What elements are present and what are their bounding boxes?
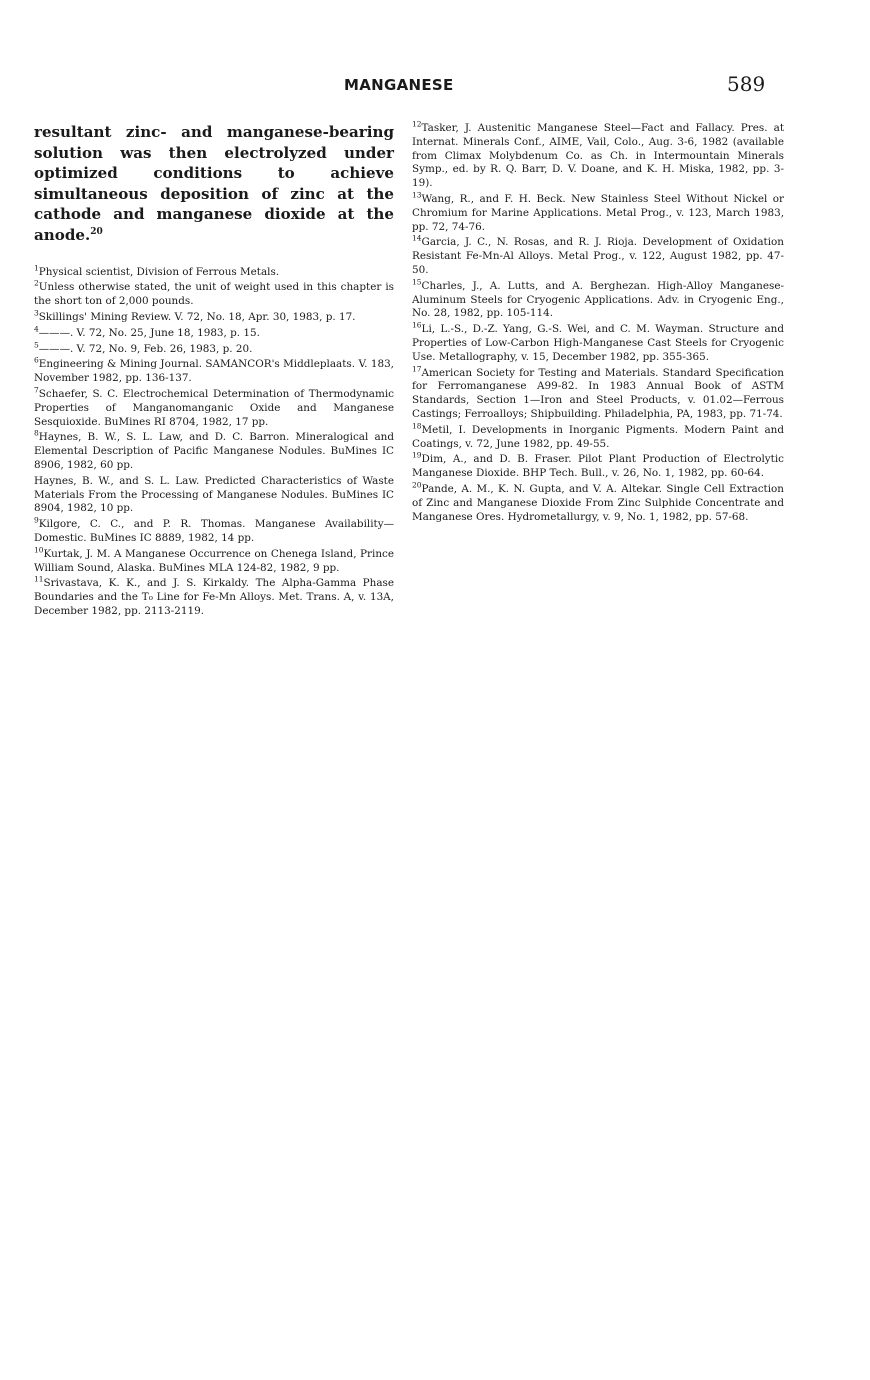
footnote-text: Metil, I. Developments in Inorganic Pigments. Modern Paint and Coatings, v. 72, June 1982, pp. 49-55. — [412, 423, 784, 450]
footnote — [34, 385, 394, 429]
footnote — [34, 475, 394, 516]
footnote — [34, 545, 394, 576]
footnote — [412, 364, 784, 422]
intro-text: resultant zinc- and manganese-bearing solution was then electrolyzed under optimized conditions to achieve simultaneous deposition of zinc at the cathode and manganese dioxide at the anode. — [34, 123, 394, 244]
footnote-marker: 6 — [34, 355, 39, 365]
footnote-marker: 10 — [34, 545, 44, 555]
footnote — [34, 278, 394, 309]
left-column — [34, 122, 394, 621]
footnote-text: ———. V. 72, No. 25, June 18, 1983, p. 15. — [38, 326, 260, 339]
footnote-marker: 15 — [412, 277, 422, 287]
footnote-marker: 5 — [34, 340, 39, 350]
footnote-text: Skillings' Mining Review. V. 72, No. 18, Apr. 30, 1983, p. 17. — [38, 310, 356, 323]
right-column — [412, 119, 784, 526]
page-number: 589 — [727, 72, 766, 96]
footnote — [34, 308, 394, 325]
footnote-marker: 9 — [34, 515, 39, 525]
footnote-marker: 4 — [34, 324, 39, 334]
footnote-marker: 7 — [34, 385, 39, 395]
footnote-marker: 1 — [34, 263, 39, 273]
footnote — [34, 515, 394, 546]
footnote-marker: 11 — [34, 574, 44, 584]
footnote-text: Engineering & Mining Journal. SAMANCOR's Middleplaats. V. 183, November 1982, pp. 136-137. — [34, 358, 394, 385]
footnote-text: Li, L.-S., D.-Z. Yang, G.-S. Wei, and C. M. Wayman. Structure and Properties of Low-Carbon High-Manganese Cast Steels for Cryogenic Use. Metallography, v. 15, December 1982, pp. 355-365. — [412, 323, 784, 363]
footnote — [412, 320, 784, 364]
footnote — [34, 574, 394, 618]
footnote-marker: 16 — [412, 320, 422, 330]
footnote — [34, 340, 394, 357]
footnote — [34, 355, 394, 386]
footnote-text: Kilgore, C. C., and P. R. Thomas. Manganese Availability—Domestic. BuMines IC 8889, 1982, 14 pp. — [34, 518, 394, 544]
footnotes-left — [34, 263, 394, 619]
footnote-text: Tasker, J. Austenitic Manganese Steel—Fact and Fallacy. Pres. at Internat. Minerals Conf., AIME, Vail, Colo., Aug. 3-6, 1982 (available from Climax Molybdenum Co. as Ch. in Intermountain Minerals Symp., ed. by R. Q. Barr, D. V. Doane, and K. H. Miska, 1982, pp. 3-19). — [412, 122, 784, 190]
footnote — [412, 190, 784, 234]
footnote-text: Unless otherwise stated, the unit of weight used in this chapter is the short ton of 2,000 pounds. — [34, 281, 394, 308]
footnote — [412, 450, 784, 481]
footnote-text: ———. V. 72, No. 9, Feb. 26, 1983, p. 20. — [38, 342, 253, 355]
footnote-text: Kurtak, J. M. A Manganese Occurrence on Chenega Island, Prince William Sound, Alaska. BuMines MLA 124-82, 1982, 9 pp. — [34, 547, 394, 574]
footnote — [412, 480, 784, 524]
footnote — [412, 277, 784, 321]
footnote-marker: 18 — [412, 421, 422, 431]
footnotes-right — [412, 119, 784, 524]
footnote-marker: 19 — [412, 450, 422, 460]
footnote-text: Haynes, B. W., S. L. Law, and D. C. Barron. Mineralogical and Elemental Description of Pacific Manganese Nodules. BuMines IC 8906, 1982, 60 pp. — [34, 431, 394, 471]
footnote-text: Wang, R., and F. H. Beck. New Stainless Steel Without Nickel or Chromium for Marine Applications. Metal Prog., v. 123, March 1983, pp. 72, 74-76. — [412, 192, 784, 233]
footnote-marker: 17 — [412, 364, 422, 374]
footnote-text: American Society for Testing and Materials. Standard Specification for Ferromanganese A99-82. In 1983 Annual Book of ASTM Standards, Section 1—Iron and Steel Products, v. 01.02—Ferrous Castings; Ferroalloys; Shipbuilding. Philadelphia, PA, 1983, pp. 71-74. — [412, 366, 784, 420]
page-header-title: MANGANESE — [344, 76, 454, 94]
footnote-text: Srivastava, K. K., and J. S. Kirkaldy. The Alpha-Gamma Phase Boundaries and the T₀ Line for Fe-Mn Alloys. Met. Trans. A, v. 13A, December 1982, pp. 2113-2119. — [34, 577, 394, 617]
footnote-text: Physical scientist, Division of Ferrous Metals. — [38, 265, 280, 278]
footnote-marker: 20 — [412, 480, 422, 490]
footnote-marker: 13 — [412, 190, 422, 200]
footnote-marker: 12 — [412, 119, 422, 129]
footnote — [34, 428, 394, 472]
footnote — [412, 421, 784, 452]
footnote-text: Dim, A., and D. B. Fraser. Pilot Plant Production of Electrolytic Manganese Dioxide. BHP Tech. Bull., v. 26, No. 1, 1982, pp. 60-64. — [412, 453, 784, 480]
intro-note-ref: 20 — [90, 226, 103, 237]
footnote-text: Garcia, J. C., N. Rosas, and R. J. Rioja. Development of Oxidation Resistant Fe-Mn-Al Alloys. Metal Prog., v. 122, August 1982, pp. 47-50. — [412, 236, 784, 276]
footnote-marker: 8 — [34, 428, 39, 438]
intro-paragraph — [34, 122, 394, 246]
footnote — [412, 119, 784, 191]
footnote-marker: 14 — [412, 233, 422, 243]
footnote — [34, 324, 394, 341]
footnote — [412, 233, 784, 277]
footnote — [34, 263, 394, 280]
footnote-text: Charles, J., A. Lutts, and A. Berghezan. High-Alloy Manganese-Aluminum Steels for Cryogenic Applications. Adv. in Cryogenic Eng., No. 28, 1982, pp. 105-114. — [412, 279, 784, 320]
footnote-text: Pande, A. M., K. N. Gupta, and V. A. Altekar. Single Cell Extraction of Zinc and Manganese Dioxide From Zinc Sulphide Concentrate and Manganese Ores. Hydrometallurgy, v. 9, No. 1, 1982, pp. 57-68. — [412, 482, 784, 523]
footnote-marker: 3 — [34, 308, 39, 318]
footnote-text: Haynes, B. W., and S. L. Law. Predicted Characteristics of Waste Materials From the Processing of Manganese Nodules. BuMines IC 8904, 1982, 10 pp. — [34, 474, 394, 515]
footnote-marker: 2 — [34, 278, 39, 288]
footnote-text: Schaefer, S. C. Electrochemical Determination of Thermodynamic Properties of Manganomanganic Oxide and Manganese Sesquioxide. BuMines RI 8704, 1982, 17 pp. — [34, 387, 394, 428]
